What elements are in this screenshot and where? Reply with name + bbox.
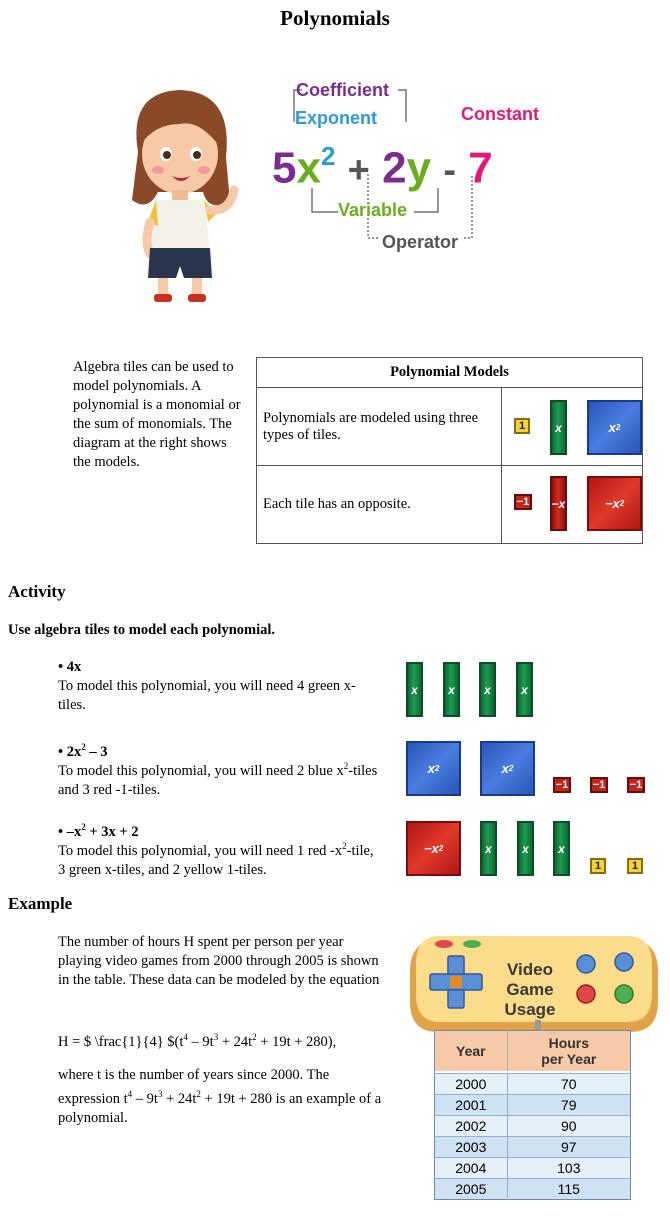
expr-variable: x xyxy=(296,143,321,193)
item3-tile-x-3: x xyxy=(553,821,570,876)
example-paragraph-3: where t is the number of years since 2000. The expression $t^4 - 9t^3 + 24t^2 + 19t + 280$ is an example of a polynomial. xyxy=(58,1067,382,1126)
hours-cell: 90 xyxy=(561,1117,577,1134)
hours-cell: 103 xyxy=(557,1159,581,1176)
constant-label: Constant xyxy=(461,104,539,124)
video-game-title xyxy=(474,960,586,1020)
activity-item-2-desc: To model this polynomial, you will need 2 blue $x^2$-tiles and 3 red -1-tiles. xyxy=(58,761,378,798)
activity-heading: Activity xyxy=(8,582,66,601)
models-row-2-tiles xyxy=(502,466,643,544)
expr-plus: + xyxy=(347,149,370,192)
example-paragraph-1: The number of hours H spent per person per year playing video games from 2000 through 2005 is shown in the table. These data can be modeled by the equation xyxy=(58,934,380,988)
activity-item-3-bullet: • $-x^2 + 3x + 2$ xyxy=(58,822,139,840)
tile-red-neg-x2: −x 2 xyxy=(587,476,642,531)
expr-coefficient: 5 xyxy=(272,143,297,193)
item1-tile-x-3: x xyxy=(479,662,496,717)
models-row-2-text: Each tile has an opposite. xyxy=(257,466,502,544)
example-equation: H = $ \frac{1}{4} $\$(t^4 - 9t^3 + 24t^2 + 19t + 280)$, xyxy=(58,1032,337,1050)
tile-red-neg-one: −1 xyxy=(514,494,532,510)
video-game-title-l1: Video xyxy=(507,960,553,979)
table-row xyxy=(435,1094,631,1115)
year-cell: 2000 xyxy=(435,1073,508,1094)
year-cell: 2003 xyxy=(435,1136,508,1157)
table-row xyxy=(435,1073,631,1094)
hours-cell: 70 xyxy=(561,1075,577,1092)
table-row xyxy=(435,1136,631,1157)
table-row xyxy=(435,1115,631,1136)
exponent-label: Exponent xyxy=(295,108,378,128)
item3-tile-one-1: 1 xyxy=(590,858,606,874)
item2-tile-neg1-3: −1 xyxy=(627,777,645,793)
col-hours-header: Hours per Year xyxy=(541,1034,597,1067)
item3-tile-x-2: x xyxy=(517,821,534,876)
coefficient-label: Coefficient xyxy=(296,80,390,100)
activity-item-2-bullet: • $2x^2 - 3$ xyxy=(58,742,108,760)
year-cell: 2005 xyxy=(435,1178,508,1199)
video-game-title-l3: Usage xyxy=(504,1000,556,1019)
activity-item-1-bullet: • 4x xyxy=(58,659,82,675)
table-row xyxy=(435,1157,631,1178)
item3-tile-x-1: x xyxy=(480,821,497,876)
item1-tile-x-4: x xyxy=(516,662,533,717)
operator-label: Operator xyxy=(382,232,459,252)
video-game-title-l2: Game xyxy=(506,980,554,999)
item1-tile-x-1: x xyxy=(406,662,423,717)
tile-green-x: x xyxy=(550,400,567,455)
intro-text: Algebra tiles can be used to model polynomials. A polynomial is a monomial or the sum of monomials. The diagram at the right shows the models. xyxy=(73,359,241,470)
example-heading: Example xyxy=(8,894,73,913)
item2-tile-neg1-2: −1 xyxy=(590,777,608,793)
models-row-1-tiles xyxy=(502,388,643,466)
activity-item-1-desc: To model this polynomial, you will need 4 green x-tiles. xyxy=(58,678,356,713)
expr-variable-2: y xyxy=(406,143,432,193)
expr-minus: - xyxy=(443,149,456,192)
video-game-table xyxy=(434,1030,631,1200)
item1-tile-x-2: x xyxy=(443,662,460,717)
item3-tile-one-2: 1 xyxy=(627,858,643,874)
tile-yellow-one: 1 xyxy=(514,418,530,434)
page-title: Polynomials xyxy=(280,6,390,30)
activity-instruction: Use algebra tiles to model each polynomial. xyxy=(8,622,276,638)
col-year-header: Year xyxy=(435,1031,508,1071)
hours-cell: 115 xyxy=(557,1180,580,1197)
expr-exponent: 2 xyxy=(320,141,336,171)
polynomial-models-table xyxy=(256,357,643,544)
expr-coefficient-2: 2 xyxy=(382,143,407,193)
hours-cell: 97 xyxy=(561,1138,577,1155)
item2-tile-x2-1: x 2 xyxy=(406,741,461,796)
hours-cell: 79 xyxy=(561,1096,577,1113)
item3-tile-neg-x2: −x 2 xyxy=(406,821,461,876)
expr-constant: 7 xyxy=(468,143,493,193)
year-cell: 2002 xyxy=(435,1115,508,1136)
year-cell: 2001 xyxy=(435,1094,508,1115)
girl-illustration xyxy=(118,82,248,310)
activity-item-3-desc: To model this polynomial, you will need 1 red $-x^2$-tile, 3 green x-tiles, and 2 yellow 1-tiles. xyxy=(58,841,374,878)
year-cell: 2004 xyxy=(435,1157,508,1178)
item2-tile-neg1-1: −1 xyxy=(553,777,571,793)
models-table-header: Polynomial Models xyxy=(257,358,643,388)
models-row-1-text: Polynomials are modeled using three types of tiles. xyxy=(257,388,502,466)
variable-label: Variable xyxy=(338,200,408,220)
item2-tile-x2-2: x 2 xyxy=(480,741,535,796)
polynomial-expression xyxy=(272,130,493,199)
table-row xyxy=(435,1178,631,1199)
tile-red-neg-x: −x xyxy=(550,476,567,531)
tile-blue-x2: x 2 xyxy=(587,400,642,455)
